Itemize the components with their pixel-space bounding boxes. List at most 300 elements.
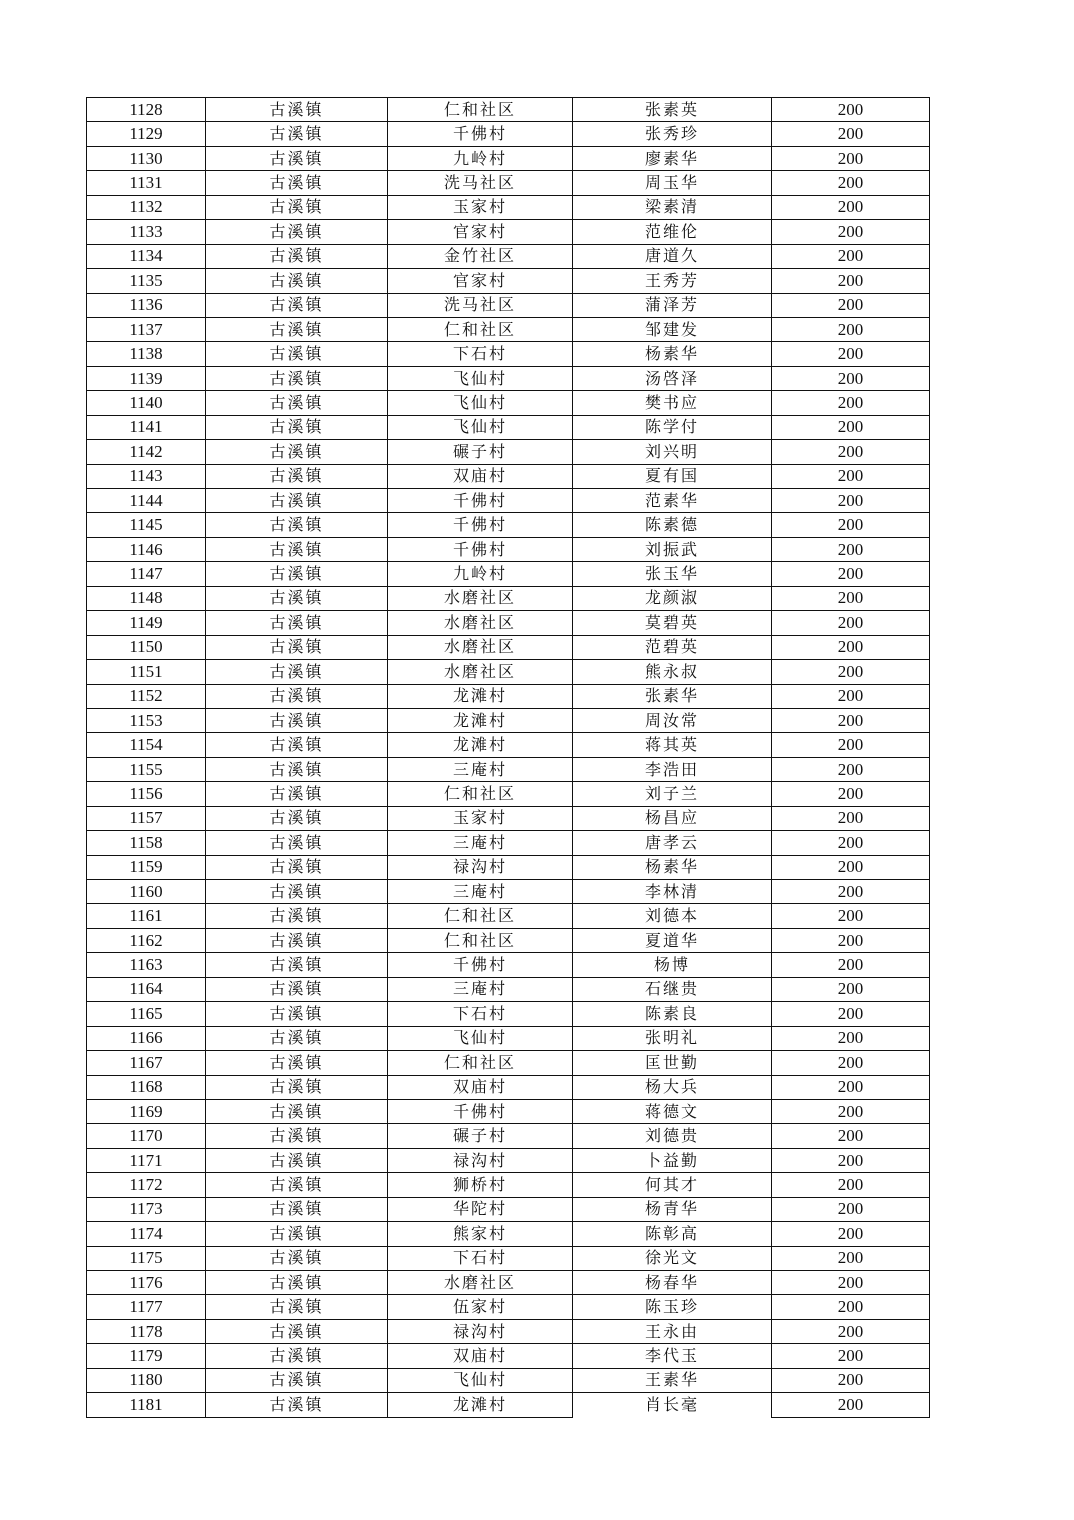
cell-serial-number: 1172 <box>87 1173 206 1197</box>
cell-town: 古溪镇 <box>206 171 388 195</box>
cell-serial-number: 1156 <box>87 782 206 806</box>
cell-amount: 200 <box>772 1271 930 1295</box>
cell-town: 古溪镇 <box>206 880 388 904</box>
cell-village: 千佛村 <box>388 489 573 513</box>
table-row <box>87 757 930 781</box>
cell-village: 双庙村 <box>388 464 573 488</box>
cell-amount: 200 <box>772 195 930 219</box>
table-row <box>87 684 930 708</box>
cell-village: 三庵村 <box>388 977 573 1001</box>
cell-amount: 200 <box>772 733 930 757</box>
cell-village: 洗马社区 <box>388 293 573 317</box>
table-row <box>87 831 930 855</box>
cell-amount: 200 <box>772 1344 930 1368</box>
cell-name: 廖素华 <box>573 146 772 170</box>
cell-serial-number: 1178 <box>87 1319 206 1343</box>
cell-serial-number: 1144 <box>87 489 206 513</box>
cell-town: 古溪镇 <box>206 586 388 610</box>
cell-village: 玉家村 <box>388 806 573 830</box>
table-body <box>87 98 930 1418</box>
table-row <box>87 635 930 659</box>
cell-village: 九岭村 <box>388 562 573 586</box>
cell-name: 杨青华 <box>573 1197 772 1221</box>
cell-amount: 200 <box>772 880 930 904</box>
cell-name: 莫碧英 <box>573 611 772 635</box>
table-row <box>87 928 930 952</box>
cell-town: 古溪镇 <box>206 415 388 439</box>
cell-amount: 200 <box>772 415 930 439</box>
table-row <box>87 904 930 928</box>
cell-serial-number: 1155 <box>87 757 206 781</box>
cell-amount: 200 <box>772 928 930 952</box>
table-row <box>87 1124 930 1148</box>
cell-town: 古溪镇 <box>206 317 388 341</box>
cell-town: 古溪镇 <box>206 1197 388 1221</box>
cell-amount: 200 <box>772 98 930 122</box>
cell-town: 古溪镇 <box>206 1051 388 1075</box>
table-row <box>87 1271 930 1295</box>
cell-amount: 200 <box>772 513 930 537</box>
cell-village: 千佛村 <box>388 1099 573 1123</box>
table-row <box>87 171 930 195</box>
cell-name: 唐道久 <box>573 244 772 268</box>
cell-name: 张玉华 <box>573 562 772 586</box>
cell-serial-number: 1141 <box>87 415 206 439</box>
table-row <box>87 98 930 122</box>
table-row <box>87 537 930 561</box>
table-row <box>87 1344 930 1368</box>
table-row <box>87 489 930 513</box>
cell-amount: 200 <box>772 708 930 732</box>
table-row <box>87 440 930 464</box>
table-row <box>87 1173 930 1197</box>
cell-town: 古溪镇 <box>206 831 388 855</box>
cell-name: 夏道华 <box>573 928 772 952</box>
cell-village: 禄沟村 <box>388 1148 573 1172</box>
cell-serial-number: 1163 <box>87 953 206 977</box>
cell-village: 九岭村 <box>388 146 573 170</box>
cell-name: 陈学付 <box>573 415 772 439</box>
cell-amount: 200 <box>772 171 930 195</box>
cell-serial-number: 1142 <box>87 440 206 464</box>
cell-name: 杨素华 <box>573 342 772 366</box>
cell-name: 范维伦 <box>573 220 772 244</box>
cell-village: 双庙村 <box>388 1344 573 1368</box>
cell-amount: 200 <box>772 537 930 561</box>
cell-village: 三庵村 <box>388 757 573 781</box>
cell-name: 卜益勤 <box>573 1148 772 1172</box>
cell-town: 古溪镇 <box>206 537 388 561</box>
cell-village: 龙滩村 <box>388 1393 573 1417</box>
cell-village: 禄沟村 <box>388 855 573 879</box>
cell-village: 仁和社区 <box>388 98 573 122</box>
cell-amount: 200 <box>772 1148 930 1172</box>
cell-name: 龙颜淑 <box>573 586 772 610</box>
table-row <box>87 806 930 830</box>
cell-amount: 200 <box>772 1026 930 1050</box>
cell-amount: 200 <box>772 293 930 317</box>
cell-amount: 200 <box>772 342 930 366</box>
table-row <box>87 611 930 635</box>
cell-serial-number: 1157 <box>87 806 206 830</box>
cell-town: 古溪镇 <box>206 684 388 708</box>
cell-village: 龙滩村 <box>388 684 573 708</box>
cell-village: 飞仙村 <box>388 1026 573 1050</box>
cell-amount: 200 <box>772 831 930 855</box>
cell-name: 李林清 <box>573 880 772 904</box>
table-row <box>87 513 930 537</box>
cell-name: 石继贵 <box>573 977 772 1001</box>
table-row <box>87 586 930 610</box>
cell-amount: 200 <box>772 684 930 708</box>
cell-town: 古溪镇 <box>206 1075 388 1099</box>
cell-name: 刘德贵 <box>573 1124 772 1148</box>
cell-amount: 200 <box>772 806 930 830</box>
cell-serial-number: 1149 <box>87 611 206 635</box>
cell-town: 古溪镇 <box>206 562 388 586</box>
cell-amount: 200 <box>772 440 930 464</box>
cell-village: 禄沟村 <box>388 1319 573 1343</box>
cell-town: 古溪镇 <box>206 244 388 268</box>
table-row <box>87 782 930 806</box>
cell-town: 古溪镇 <box>206 1295 388 1319</box>
cell-name: 陈玉珍 <box>573 1295 772 1319</box>
cell-village: 千佛村 <box>388 122 573 146</box>
cell-village: 双庙村 <box>388 1075 573 1099</box>
cell-serial-number: 1166 <box>87 1026 206 1050</box>
cell-village: 三庵村 <box>388 880 573 904</box>
table-row <box>87 1295 930 1319</box>
cell-name: 汤啓泽 <box>573 366 772 390</box>
cell-name: 梁素清 <box>573 195 772 219</box>
table-row <box>87 1148 930 1172</box>
cell-village: 飞仙村 <box>388 1368 573 1392</box>
cell-serial-number: 1139 <box>87 366 206 390</box>
cell-village: 飞仙村 <box>388 391 573 415</box>
cell-name: 蒋德文 <box>573 1099 772 1123</box>
cell-town: 古溪镇 <box>206 1026 388 1050</box>
cell-village: 水磨社区 <box>388 660 573 684</box>
cell-village: 玉家村 <box>388 195 573 219</box>
cell-town: 古溪镇 <box>206 904 388 928</box>
cell-name: 樊书应 <box>573 391 772 415</box>
cell-village: 仁和社区 <box>388 317 573 341</box>
cell-name: 夏有国 <box>573 464 772 488</box>
cell-serial-number: 1167 <box>87 1051 206 1075</box>
cell-serial-number: 1150 <box>87 635 206 659</box>
cell-amount: 200 <box>772 1246 930 1270</box>
cell-town: 古溪镇 <box>206 342 388 366</box>
cell-name: 刘兴明 <box>573 440 772 464</box>
cell-village: 熊家村 <box>388 1222 573 1246</box>
cell-village: 洗马社区 <box>388 171 573 195</box>
cell-name: 陈素德 <box>573 513 772 537</box>
table-row <box>87 562 930 586</box>
cell-amount: 200 <box>772 220 930 244</box>
table-row <box>87 342 930 366</box>
cell-amount: 200 <box>772 782 930 806</box>
cell-town: 古溪镇 <box>206 391 388 415</box>
cell-name: 王素华 <box>573 1368 772 1392</box>
cell-amount: 200 <box>772 1222 930 1246</box>
cell-town: 古溪镇 <box>206 1319 388 1343</box>
cell-name: 徐光文 <box>573 1246 772 1270</box>
cell-name: 李代玉 <box>573 1344 772 1368</box>
cell-serial-number: 1133 <box>87 220 206 244</box>
table-row <box>87 977 930 1001</box>
cell-serial-number: 1171 <box>87 1148 206 1172</box>
cell-village: 水磨社区 <box>388 611 573 635</box>
cell-town: 古溪镇 <box>206 782 388 806</box>
cell-town: 古溪镇 <box>206 757 388 781</box>
cell-amount: 200 <box>772 855 930 879</box>
cell-town: 古溪镇 <box>206 489 388 513</box>
cell-village: 仁和社区 <box>388 904 573 928</box>
cell-town: 古溪镇 <box>206 293 388 317</box>
table-row <box>87 1002 930 1026</box>
cell-name: 杨博 <box>573 953 772 977</box>
cell-name: 刘德本 <box>573 904 772 928</box>
cell-town: 古溪镇 <box>206 1099 388 1123</box>
table-row <box>87 660 930 684</box>
cell-name: 杨春华 <box>573 1271 772 1295</box>
table-row <box>87 1026 930 1050</box>
cell-name: 何其才 <box>573 1173 772 1197</box>
cell-village: 飞仙村 <box>388 366 573 390</box>
cell-name: 张素华 <box>573 684 772 708</box>
cell-town: 古溪镇 <box>206 366 388 390</box>
cell-serial-number: 1146 <box>87 537 206 561</box>
cell-village: 飞仙村 <box>388 415 573 439</box>
cell-serial-number: 1138 <box>87 342 206 366</box>
cell-name: 张素英 <box>573 98 772 122</box>
cell-village: 华陀村 <box>388 1197 573 1221</box>
cell-village: 下石村 <box>388 1246 573 1270</box>
cell-town: 古溪镇 <box>206 977 388 1001</box>
cell-amount: 200 <box>772 635 930 659</box>
table-row <box>87 1368 930 1392</box>
cell-town: 古溪镇 <box>206 1222 388 1246</box>
cell-town: 古溪镇 <box>206 1344 388 1368</box>
cell-town: 古溪镇 <box>206 269 388 293</box>
table-row <box>87 464 930 488</box>
cell-serial-number: 1143 <box>87 464 206 488</box>
cell-amount: 200 <box>772 953 930 977</box>
cell-amount: 200 <box>772 464 930 488</box>
table-row <box>87 1099 930 1123</box>
table-row <box>87 880 930 904</box>
cell-serial-number: 1160 <box>87 880 206 904</box>
table-row <box>87 953 930 977</box>
cell-town: 古溪镇 <box>206 1173 388 1197</box>
cell-serial-number: 1131 <box>87 171 206 195</box>
cell-village: 仁和社区 <box>388 928 573 952</box>
table-row <box>87 708 930 732</box>
cell-serial-number: 1159 <box>87 855 206 879</box>
cell-serial-number: 1169 <box>87 1099 206 1123</box>
cell-amount: 200 <box>772 1295 930 1319</box>
cell-serial-number: 1164 <box>87 977 206 1001</box>
cell-town: 古溪镇 <box>206 146 388 170</box>
table-row <box>87 1051 930 1075</box>
cell-village: 水磨社区 <box>388 1271 573 1295</box>
cell-village: 官家村 <box>388 220 573 244</box>
cell-amount: 200 <box>772 366 930 390</box>
cell-town: 古溪镇 <box>206 122 388 146</box>
cell-village: 下石村 <box>388 342 573 366</box>
cell-name: 杨昌应 <box>573 806 772 830</box>
cell-amount: 200 <box>772 904 930 928</box>
cell-town: 古溪镇 <box>206 220 388 244</box>
cell-village: 官家村 <box>388 269 573 293</box>
cell-village: 水磨社区 <box>388 635 573 659</box>
cell-amount: 200 <box>772 586 930 610</box>
table-row <box>87 1075 930 1099</box>
cell-serial-number: 1180 <box>87 1368 206 1392</box>
cell-serial-number: 1132 <box>87 195 206 219</box>
cell-amount: 200 <box>772 757 930 781</box>
cell-village: 千佛村 <box>388 953 573 977</box>
table-row <box>87 1393 930 1417</box>
cell-serial-number: 1158 <box>87 831 206 855</box>
cell-serial-number: 1175 <box>87 1246 206 1270</box>
cell-village: 千佛村 <box>388 537 573 561</box>
cell-amount: 200 <box>772 562 930 586</box>
cell-serial-number: 1154 <box>87 733 206 757</box>
cell-serial-number: 1137 <box>87 317 206 341</box>
cell-town: 古溪镇 <box>206 708 388 732</box>
cell-serial-number: 1152 <box>87 684 206 708</box>
cell-name: 周汝常 <box>573 708 772 732</box>
recipient-table <box>86 97 930 1418</box>
cell-town: 古溪镇 <box>206 611 388 635</box>
cell-name: 杨素华 <box>573 855 772 879</box>
cell-town: 古溪镇 <box>206 1368 388 1392</box>
cell-name: 王永由 <box>573 1319 772 1343</box>
cell-name: 李浩田 <box>573 757 772 781</box>
cell-amount: 200 <box>772 1319 930 1343</box>
cell-name: 刘振武 <box>573 537 772 561</box>
cell-amount: 200 <box>772 1393 930 1417</box>
cell-village: 仁和社区 <box>388 782 573 806</box>
table-row <box>87 415 930 439</box>
cell-name: 张秀珍 <box>573 122 772 146</box>
cell-town: 古溪镇 <box>206 464 388 488</box>
cell-town: 古溪镇 <box>206 1246 388 1270</box>
cell-serial-number: 1161 <box>87 904 206 928</box>
table-row <box>87 244 930 268</box>
cell-village: 千佛村 <box>388 513 573 537</box>
cell-serial-number: 1179 <box>87 1344 206 1368</box>
table-row <box>87 733 930 757</box>
cell-name: 张明礼 <box>573 1026 772 1050</box>
cell-name: 肖长毫 <box>573 1393 772 1417</box>
cell-serial-number: 1148 <box>87 586 206 610</box>
cell-town: 古溪镇 <box>206 440 388 464</box>
cell-name: 王秀芳 <box>573 269 772 293</box>
cell-amount: 200 <box>772 1075 930 1099</box>
cell-town: 古溪镇 <box>206 733 388 757</box>
table-row <box>87 1197 930 1221</box>
cell-town: 古溪镇 <box>206 928 388 952</box>
cell-serial-number: 1181 <box>87 1393 206 1417</box>
table-row <box>87 855 930 879</box>
cell-town: 古溪镇 <box>206 195 388 219</box>
cell-amount: 200 <box>772 1099 930 1123</box>
table-row <box>87 366 930 390</box>
cell-name: 邹建发 <box>573 317 772 341</box>
cell-town: 古溪镇 <box>206 635 388 659</box>
cell-name: 熊永叔 <box>573 660 772 684</box>
cell-town: 古溪镇 <box>206 660 388 684</box>
cell-village: 金竹社区 <box>388 244 573 268</box>
cell-serial-number: 1168 <box>87 1075 206 1099</box>
cell-village: 伍家村 <box>388 1295 573 1319</box>
cell-name: 周玉华 <box>573 171 772 195</box>
cell-name: 蒋其英 <box>573 733 772 757</box>
cell-town: 古溪镇 <box>206 1393 388 1417</box>
cell-village: 龙滩村 <box>388 733 573 757</box>
cell-amount: 200 <box>772 1051 930 1075</box>
cell-name: 刘子兰 <box>573 782 772 806</box>
cell-town: 古溪镇 <box>206 1124 388 1148</box>
cell-name: 蒲泽芳 <box>573 293 772 317</box>
cell-serial-number: 1176 <box>87 1271 206 1295</box>
cell-amount: 200 <box>772 1368 930 1392</box>
cell-serial-number: 1147 <box>87 562 206 586</box>
cell-town: 古溪镇 <box>206 1002 388 1026</box>
cell-serial-number: 1153 <box>87 708 206 732</box>
cell-name: 陈彰高 <box>573 1222 772 1246</box>
cell-serial-number: 1165 <box>87 1002 206 1026</box>
cell-amount: 200 <box>772 1197 930 1221</box>
cell-serial-number: 1173 <box>87 1197 206 1221</box>
cell-amount: 200 <box>772 391 930 415</box>
cell-amount: 200 <box>772 660 930 684</box>
cell-town: 古溪镇 <box>206 806 388 830</box>
table-row <box>87 195 930 219</box>
cell-amount: 200 <box>772 269 930 293</box>
cell-serial-number: 1134 <box>87 244 206 268</box>
cell-town: 古溪镇 <box>206 98 388 122</box>
cell-amount: 200 <box>772 317 930 341</box>
cell-serial-number: 1135 <box>87 269 206 293</box>
table-row <box>87 269 930 293</box>
cell-serial-number: 1145 <box>87 513 206 537</box>
cell-amount: 200 <box>772 1124 930 1148</box>
cell-amount: 200 <box>772 244 930 268</box>
table-row <box>87 146 930 170</box>
cell-village: 水磨社区 <box>388 586 573 610</box>
cell-name: 范碧英 <box>573 635 772 659</box>
cell-village: 狮桥村 <box>388 1173 573 1197</box>
cell-village: 碾子村 <box>388 440 573 464</box>
cell-serial-number: 1151 <box>87 660 206 684</box>
cell-town: 古溪镇 <box>206 1148 388 1172</box>
cell-village: 碾子村 <box>388 1124 573 1148</box>
cell-name: 匡世勤 <box>573 1051 772 1075</box>
cell-amount: 200 <box>772 977 930 1001</box>
cell-village: 仁和社区 <box>388 1051 573 1075</box>
cell-name: 陈素良 <box>573 1002 772 1026</box>
cell-amount: 200 <box>772 146 930 170</box>
table-row <box>87 391 930 415</box>
cell-town: 古溪镇 <box>206 1271 388 1295</box>
cell-amount: 200 <box>772 1173 930 1197</box>
cell-village: 三庵村 <box>388 831 573 855</box>
table-row <box>87 1246 930 1270</box>
cell-village: 龙滩村 <box>388 708 573 732</box>
